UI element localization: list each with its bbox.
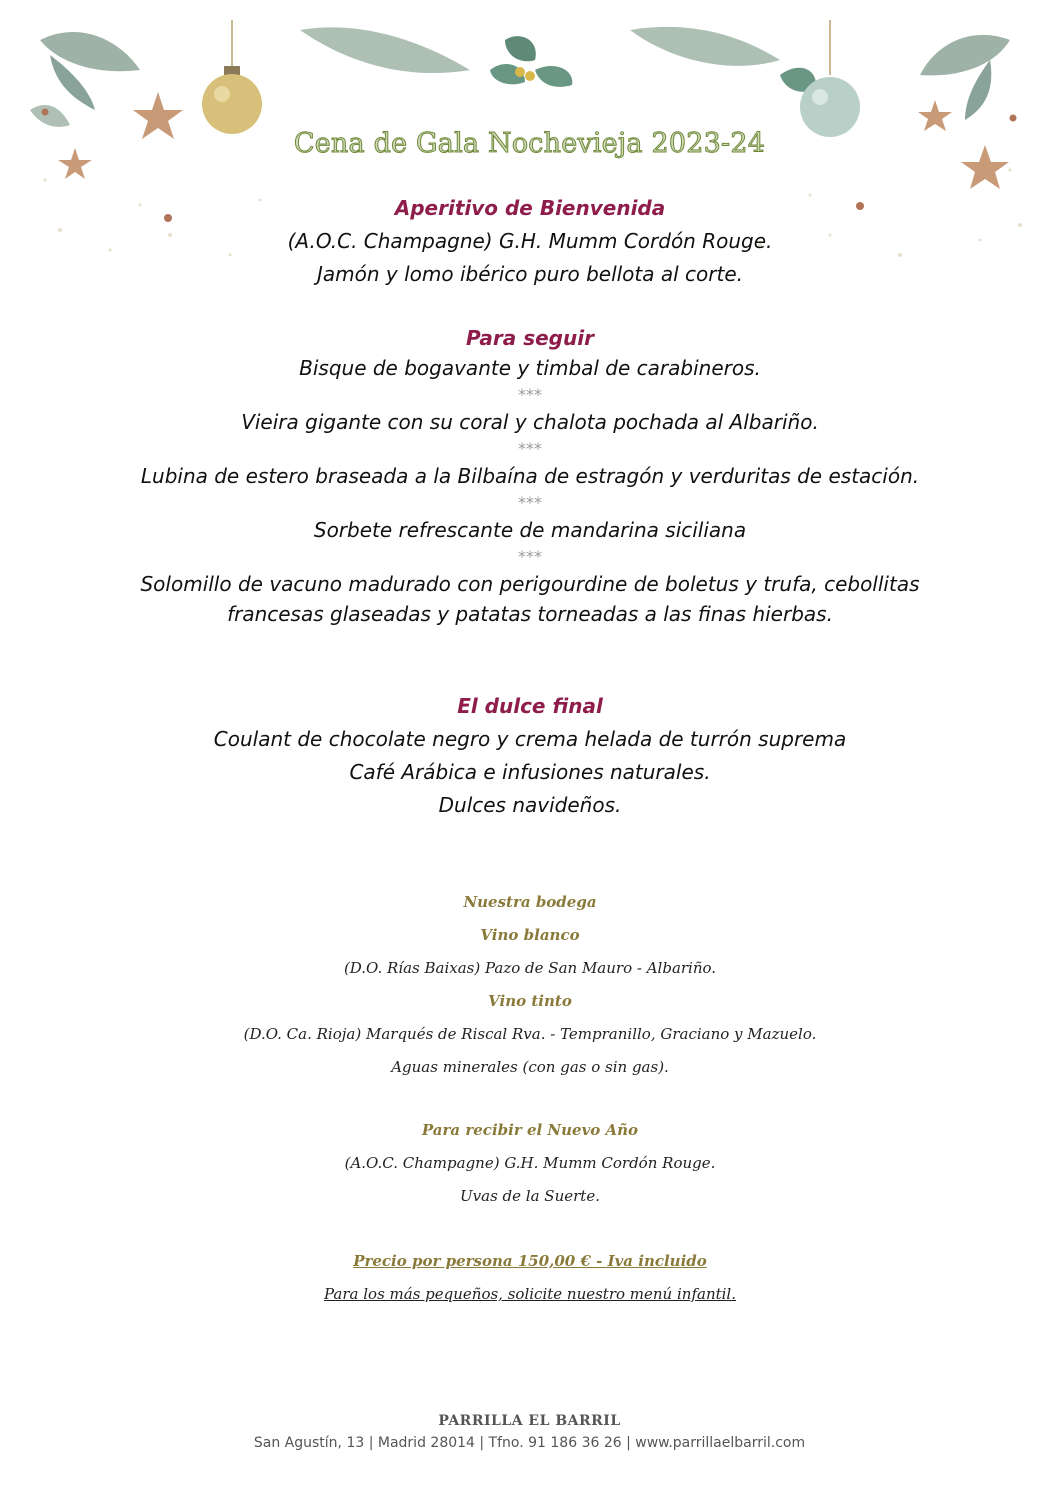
dulce-section [60,690,1000,822]
nuevo-anio-item: Uvas de la Suerte. [460,1187,600,1205]
infantil-text: Para los más pequeños, solicite nuestro menú infantil. [324,1285,736,1303]
para-seguir-section [60,323,1000,629]
menu-item: Sorbete refrescante de mandarina siciliana [313,518,747,542]
section-heading: Para seguir [466,326,594,350]
gold-ornament-icon [202,20,262,134]
separator: *** [518,547,542,566]
restaurant-name: PARRILLA EL BARRIL [438,1413,621,1429]
aguas-item: Aguas minerales (con gas o sin gas). [391,1058,669,1076]
menu-item: Café Arábica e infusiones naturales. [349,760,711,784]
restaurant-address: San Agustín, 13 | Madrid 28014 | Tfno. 91 186 36 26 | www.parrillaelbarril.com [253,1435,806,1451]
separator: *** [518,493,542,512]
menu-item: Solomillo de vacuno madurado con perigourdine de boletus y trufa, cebollitas [140,572,920,596]
menu-item: francesas glaseadas y patatas torneadas a las finas hierbas. [227,602,833,626]
vino-tinto-heading: Vino tinto [488,992,572,1010]
separator: *** [518,385,542,404]
separator: *** [518,439,542,458]
holly-icon [300,27,780,87]
teal-ornament-icon [780,20,860,137]
nuevo-anio-item: (A.O.C. Champagne) G.H. Mumm Cordón Rouge. [344,1154,716,1172]
nuevo-anio-section [60,1114,1000,1213]
menu-item: Dulces navideños. [438,793,622,817]
vino-tinto-item: (D.O. Ca. Rioja) Marqués de Riscal Rva. - Tempranillo, Graciano y Mazuelo. [243,1025,817,1043]
bodega-heading: Nuestra bodega [463,893,597,911]
menu-item: Lubina de estero braseada a la Bilbaína de estragón y verduritas de estación. [140,464,920,488]
menu-item: Bisque de bogavante y timbal de carabineros. [299,356,761,380]
page-title: Cena de Gala Nochevieja 2023-24 [293,128,766,159]
aperitivo-section [60,192,1000,291]
menu-item: Jamón y lomo ibérico puro bellota al corte. [316,262,743,286]
menu-item: Coulant de chocolate negro y crema helada de turrón suprema [213,727,847,751]
section-heading: El dulce final [457,694,603,718]
precio-section [60,1245,1000,1311]
vino-blanco-heading: Vino blanco [480,926,580,944]
footer [0,1410,1059,1454]
menu-item: Vieira gigante con su coral y chalota pochada al Albariño. [241,410,819,434]
nuevo-anio-heading: Para recibir el Nuevo Año [421,1121,639,1139]
menu-item: (A.O.C. Champagne) G.H. Mumm Cordón Rouge. [287,229,773,253]
section-heading: Aperitivo de Bienvenida [394,196,666,220]
vino-blanco-item: (D.O. Rías Baixas) Pazo de San Mauro - Albariño. [343,959,717,977]
precio-text: Precio por persona 150,00 € - Iva incluido [353,1252,707,1270]
bodega-section [60,886,1000,1084]
